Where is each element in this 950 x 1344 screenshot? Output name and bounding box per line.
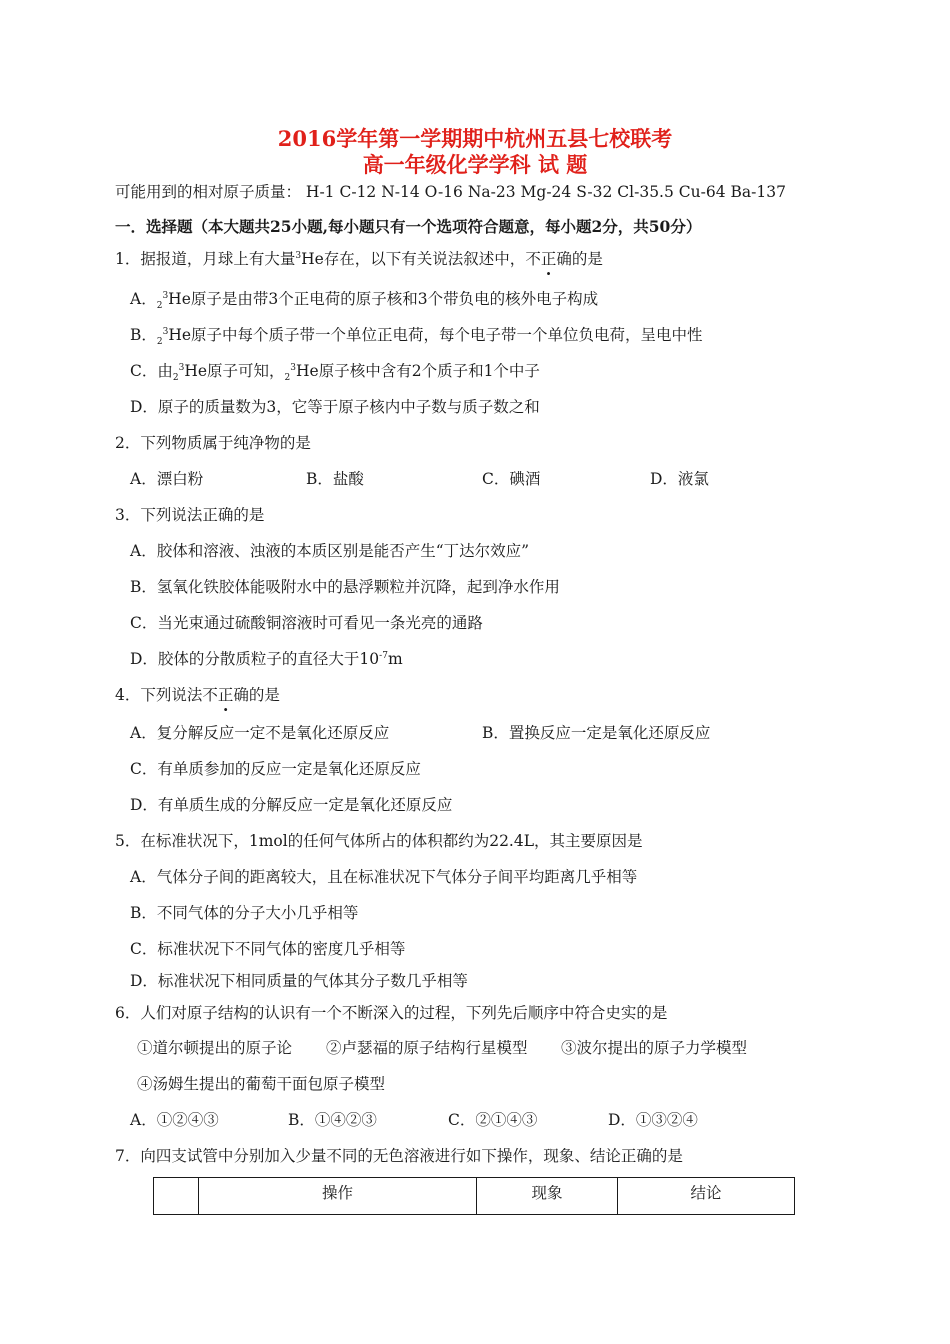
q6-option-d: D．①③②④ (608, 1111, 698, 1129)
q1-option-a (130, 287, 598, 311)
question-3-stem: 3．下列说法正确的是 (115, 506, 265, 524)
option-letter: B． (130, 326, 157, 344)
q6-item-1: ①道尔顿提出的原子论 (137, 1039, 293, 1057)
q4-stem-part: 的是 (248, 686, 280, 704)
option-text: He原子是由带3个正电荷的原子核和3个带负电的核外电子构成 (168, 290, 599, 308)
q3-option-c: C．当光束通过硫酸铜溶液时可看见一条光亮的通路 (130, 614, 483, 632)
iso-sub: 2 (156, 301, 163, 312)
option-text: He原子核中含有2个质子和1个中子 (296, 362, 540, 380)
option-letter: A． (130, 290, 157, 308)
iso-sub: 2 (172, 373, 179, 384)
q1-stem-part: He存在，以下有关说法叙述中， (301, 250, 526, 268)
q7-table (153, 1177, 795, 1215)
question-7-stem: 7．向四支试管中分别加入少量不同的无色溶液进行如下操作，现象、结论正确的是 (115, 1147, 683, 1165)
q4-option-c: C．有单质参加的反应一定是氧化还原反应 (130, 760, 421, 778)
iso-sup: 3 (178, 362, 185, 373)
section-heading: 一．选择题（本大题共25小题,每小题只有一个选项符合题意，每小题2分，共50分） (115, 217, 702, 236)
iso-sup: 3 (290, 362, 297, 373)
table-header-cell (154, 1178, 199, 1215)
q6-item-3: ③波尔提出的原子力学模型 (561, 1039, 748, 1057)
q2-option-c: C．碘酒 (482, 470, 541, 488)
q5-option-b: B．不同气体的分子大小几乎相等 (130, 904, 359, 922)
iso-sub: 2 (156, 337, 163, 348)
q1-stem-part: 1．据报道，月球上有大量 (115, 250, 296, 268)
exam-title-line2: 高一年级化学学科 试 题 (362, 152, 588, 177)
question-5-stem: 5．在标准状况下，1mol的任何气体所占的体积都约为22.4L，其主要原因是 (115, 832, 643, 850)
question-1-stem (115, 247, 603, 269)
option-text: D．胶体的分散质粒子的直径大于10 (130, 650, 380, 668)
q1-option-b (130, 323, 703, 347)
exam-title-line1: 2016学年第一学期期中杭州五县七校联考 (277, 126, 673, 151)
q5-option-a: A．气体分子间的距离较大，且在标准状况下气体分子间平均距离几乎相等 (130, 868, 638, 886)
q4-option-d: D．有单质生成的分解反应一定是氧化还原反应 (130, 796, 453, 814)
q4-option-b: B．置换反应一定是氧化还原反应 (482, 724, 711, 742)
iso-sup: 3 (162, 290, 169, 301)
q1-option-d: D．原子的质量数为3，它等于原子核内中子数与质子数之和 (130, 398, 540, 416)
option-text: He原子可知， (184, 362, 285, 380)
table-header-cell: 结论 (618, 1178, 795, 1215)
table-row (154, 1178, 795, 1215)
q6-option-a: A．①②④③ (130, 1111, 219, 1129)
q4-stem-part: 4．下列说法 (115, 686, 203, 704)
q6-option-c: C．②①④③ (448, 1111, 538, 1129)
option-text: He原子中每个质子带一个单位正电荷，每个电子带一个单位负电荷，呈电中性 (168, 326, 703, 344)
exponent: -7 (379, 650, 388, 661)
option-text: m (387, 650, 403, 668)
question-6-stem: 6．人们对原子结构的认识有一个不断深入的过程，下列先后顺序中符合史实的是 (115, 1004, 668, 1022)
question-4-stem (115, 683, 280, 705)
q6-item-2: ②卢瑟福的原子结构行星模型 (326, 1039, 528, 1057)
atomic-masses: 可能用到的相对原子质量： H-1 C-12 N-14 O-16 Na-23 Mg-24 S-32 Cl-35.5 Cu-64 Ba-137 (115, 183, 786, 201)
q3-option-b: B．氢氧化铁胶体能吸附水中的悬浮颗粒并沉降，起到净水作用 (130, 578, 560, 596)
iso-sup: 3 (162, 326, 169, 337)
q4-emphasis: 不正确 (202, 686, 249, 704)
q5-option-c: C．标准状况下不同气体的密度几乎相等 (130, 940, 406, 958)
q6-option-b: B．①④②③ (288, 1111, 377, 1129)
q3-option-a: A．胶体和溶液、浊液的本质区别是能否产生“丁达尔效应” (130, 542, 530, 560)
q2-option-b: B．盐酸 (306, 470, 364, 488)
iso-sub: 2 (284, 373, 291, 384)
q6-item-4: ④汤姆生提出的葡萄干面包原子模型 (137, 1075, 386, 1093)
q1-stem-sup: 3 (295, 250, 302, 261)
q3-option-d (130, 647, 403, 669)
question-2-stem: 2．下列物质属于纯净物的是 (115, 434, 311, 452)
option-letter: C．由 (130, 362, 173, 380)
q1-emphasis: 不正确 (525, 250, 572, 268)
table-header-cell: 操作 (199, 1178, 477, 1215)
q1-option-c (130, 359, 540, 383)
q2-option-d: D．液氯 (650, 470, 709, 488)
q1-stem-part: 的是 (571, 250, 603, 268)
q5-option-d: D．标准状况下相同质量的气体其分子数几乎相等 (130, 972, 468, 990)
q2-option-a: A．漂白粉 (130, 470, 204, 488)
q4-option-a: A．复分解反应一定不是氧化还原反应 (130, 724, 390, 742)
table-header-cell: 现象 (477, 1178, 618, 1215)
